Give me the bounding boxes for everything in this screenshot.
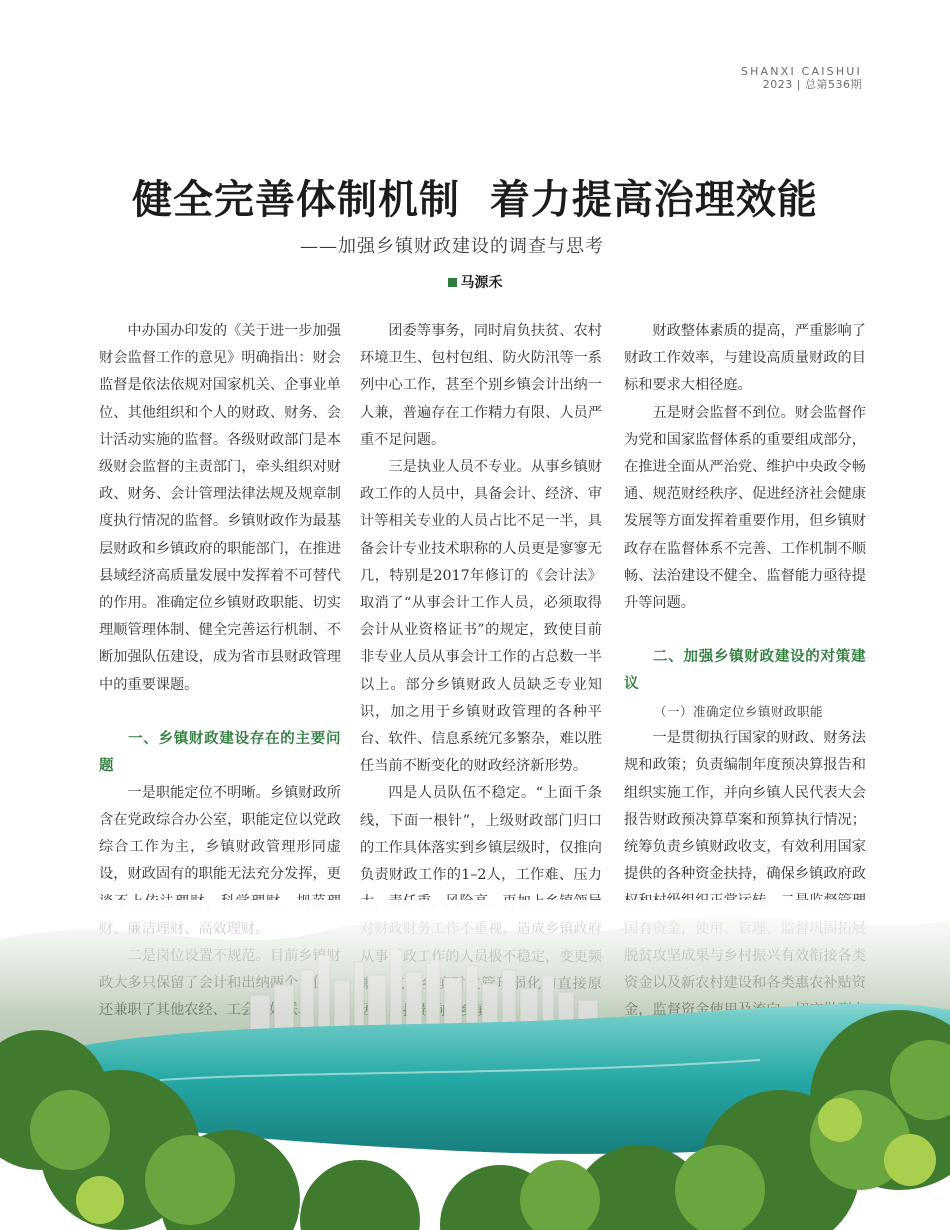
- subsection-heading: （一）准确定位乡镇财政职能: [654, 704, 824, 720]
- paragraph: 中办国办印发的《关于进一步加强财会监督工作的意见》明确指出：财会监督是依法依规对国家机关、企事业单位、其他组织和个人的财政、财务、会计活动实施的监督。各级财政部门是本级财会监督的主责部门，牵头组织对财政、财务、会计管理法律法规及规章制度执行情况的监督。乡镇财政作为最基层财政和乡镇政府的职能部门，在推进县域经济高质量发展中发挥着不可替代的作用。准确定位乡镇财政职能、切实理顺管理体制、健全完善运行机制、不断加强队伍建设，成为省市县财政管理中的重要课题。: [99, 323, 341, 693]
- paragraph: 三是执业人员不专业。从事乡镇财政工作的人员中，具备会计、经济、审计等相关专业的人员占比不足一半，具备会计专业技术职称的人员更是寥寥无几，特别是2017年修订的《会计法》取消了“从事会计工作人员，必须取得会计从业资格证书”的规定，致使目前非专业人员从事会计工作的占总数一半以上。部分乡镇财政人员缺乏专业知识，加之用于乡镇财政管理的各种平台、软件、信息系统冗多繁杂，难以胜任当前不断变化的财政经济新形势。: [360, 459, 602, 775]
- section-heading-2: 二、加强乡镇财政建设的对策建议: [624, 649, 866, 693]
- town-river-landscape-image: [0, 900, 950, 1230]
- paragraph: 团委等事务，同时肩负扶贫、农村环境卫生、包村包组、防火防汛等一系列中心工作，甚至个别乡镇会计出纳一人兼，普遍存在工作精力有限、人员严重不足问题。: [360, 323, 602, 448]
- green-square-icon: [448, 278, 457, 287]
- paragraph: 财政整体素质的提高，严重影响了财政工作效率，与建设高质量财政的目标和要求大相径庭。: [624, 323, 866, 394]
- magazine-name: SHANXI CAISHUI: [740, 65, 862, 78]
- paragraph: 一是贯彻执行国家的财政、财务法规和政策；负责编制年度预决算报告和组织实施工作，并向乡镇人民代表大会报告财政预决算草案和预算执行情况；统筹负责乡镇财政收支，有效利用国家提供的各种资金扶持，确保乡镇政府政: [624, 730, 866, 883]
- magazine-header: [741, 66, 862, 91]
- paragraph: 五是财会监督不到位。财会监督作为党和国家监督体系的重要组成部分，在推进全面从严治党、维护中央政令畅通、规范财经秩序、促进经济社会健康发展等方面发挥着重要作用，但乡镇财政存在监督体系不完善、工作机制不顺畅、法治建设不健全、监督能力亟待提升等问题。: [624, 404, 866, 612]
- author-line: [0, 272, 950, 292]
- issue-number: 2023 | 总第536期: [762, 77, 862, 91]
- paragraph: 一是职能定位不明晰。乡镇财政所含在党政综合办公室，职能定位以党政综合工作为主，乡镇财政管理形同虚设，财政固有的职能无法充分发挥，更: [99, 784, 341, 883]
- section-heading-1: 一、乡镇财政建设存在的主要问题: [99, 730, 341, 774]
- article-title: 健全完善体制机制 着力提高治理效能: [132, 177, 818, 223]
- article-subtitle: ——加强乡镇财政建设的调查与思考: [300, 236, 604, 257]
- paragraph: 四是人员队伍不稳定。“上面千条线，下面一根针”，上级财政部门归口的工作具体落实到乡镇层级时，仅推向负责财政工作的1–2人，工作难、压力: [360, 785, 602, 884]
- author-name: 马源禾: [460, 275, 503, 291]
